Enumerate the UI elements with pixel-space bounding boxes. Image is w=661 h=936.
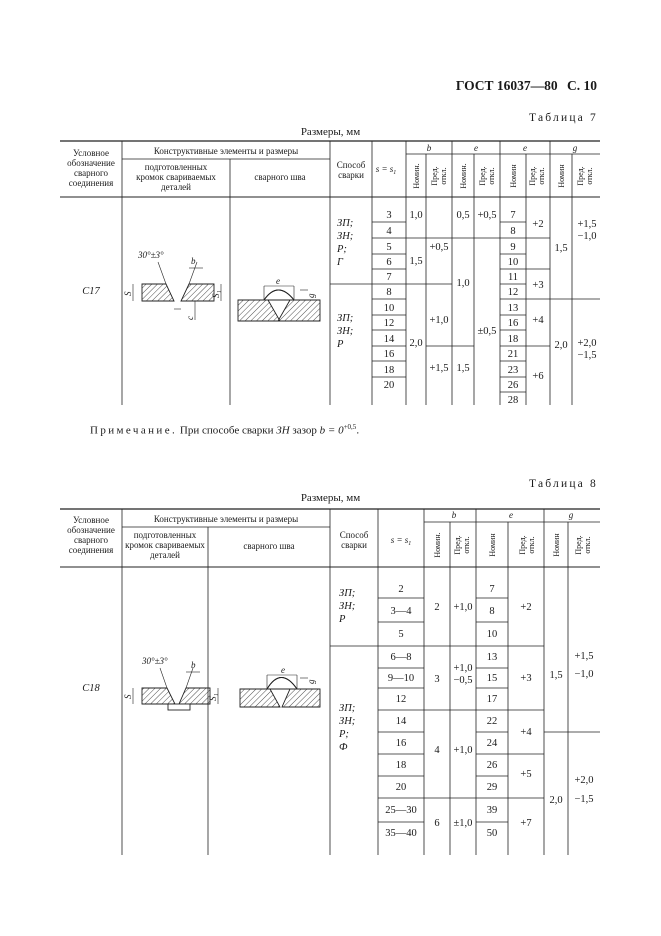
t7-e-tol: +0,5 (477, 210, 497, 221)
note-method: ЗН (276, 424, 290, 437)
t7-e2-nom: 9 (510, 242, 516, 253)
t8-g-label: g (306, 679, 316, 684)
t7-head-designation-4: соединения (68, 178, 114, 188)
t7-weld-sketch (238, 286, 320, 321)
t7-g-tol-plus: +2,0 (577, 338, 597, 349)
note-gap: зазор (292, 424, 317, 437)
t7-s-cell: 6 (386, 257, 392, 268)
t7-e-otkl-head: откл. (487, 167, 496, 185)
t8-b-tol: ±1,0 (453, 818, 473, 829)
note-sup: +0,5 (343, 423, 357, 431)
t8-b-tol-plus: +1,0 (453, 663, 473, 674)
t7-b-label: b (191, 256, 196, 266)
t7-head-g: g (572, 143, 578, 153)
t7-head-e2: e (523, 143, 527, 153)
t7-e2-nom: 12 (507, 287, 519, 298)
t7-g-tol-plus: +1,5 (577, 219, 597, 230)
t8-head-designation-3: сварного (74, 535, 108, 545)
t8-s-cell: 14 (395, 716, 407, 727)
t8-head-b: b (451, 510, 457, 520)
t7-e2-tol: +6 (532, 371, 544, 382)
t7-g-label: g (306, 293, 316, 298)
t8-e-nom: 29 (486, 782, 498, 793)
t8-b-tol: +1,0 (453, 745, 473, 756)
t8-head-g: g (568, 510, 574, 520)
t7-e-label: e (276, 276, 280, 286)
t8-e-nom: 50 (486, 828, 498, 839)
t8-e-nom: 22 (486, 716, 498, 727)
t8-s-cell: 16 (395, 738, 407, 749)
t7-head-edges-3: деталей (161, 182, 191, 192)
t8-head-edges-1: подготовленных (133, 530, 197, 540)
t8-s-cell: 12 (395, 694, 407, 705)
t8-edge-sketch (133, 668, 218, 710)
t7-head-weld: сварного шва (254, 172, 306, 182)
t8-s-label: S (123, 694, 133, 699)
t7-g-tol-minus: −1,0 (577, 231, 597, 242)
t8-head-edges-2: кромок свариваемых (125, 540, 205, 550)
t7-method-2c: Р (337, 339, 344, 350)
t7-g-otkl-head: откл. (585, 167, 594, 185)
t8-g-pred-head: Пред. (574, 535, 583, 555)
t8-g-tol-minus: −1,0 (574, 669, 594, 680)
t8-head-edges-3: деталей (150, 550, 180, 560)
t8-e-nom: 17 (486, 694, 498, 705)
t8-e-tol: +5 (520, 769, 532, 780)
t8-e-nom-head: Номин (488, 533, 497, 557)
t7-g-nom-head: Номин (557, 164, 566, 188)
t8-s-cell: 6—8 (390, 652, 412, 663)
t8-s-cell: 5 (398, 629, 404, 640)
t7-b-tol: +1,0 (429, 315, 449, 326)
t7-e2-tol: +2 (532, 219, 544, 230)
t7-s-cell: 20 (383, 380, 395, 391)
t7-e2-nom: 11 (507, 272, 519, 283)
t7-e2-pred-head: Пред. (528, 166, 537, 186)
t7-head-method-2: сварки (338, 170, 364, 180)
t8-s-cell: 18 (395, 760, 407, 771)
t8-method-2a: ЗП; (339, 703, 356, 714)
t7-s-cell: 10 (383, 303, 395, 314)
t8-b-tol-minus: −0,5 (453, 675, 473, 686)
note-end: . (356, 424, 360, 437)
t8-head-weld: сварного шва (243, 541, 295, 551)
t8-e-label: e (281, 665, 285, 675)
t8-b-otkl-head: откл. (462, 536, 471, 554)
t7-c-label: c (185, 316, 195, 320)
t8-s-cell: 35—40 (385, 828, 417, 839)
t8-method-2d: Ф (339, 742, 348, 753)
t8-method-2c: Р; (339, 729, 349, 740)
t7-head-edges-1: подготовленных (144, 162, 208, 172)
note-label: Примечание. (90, 424, 178, 437)
t8-e-pred-head: Пред. (518, 535, 527, 555)
t8-g-tol-minus: −1,5 (574, 794, 594, 805)
t8-head-designation-2: обозначение (67, 525, 115, 535)
standard-number: ГОСТ 16037—80 (455, 78, 558, 93)
t7-e2-nom: 23 (507, 365, 519, 376)
t8-b-label: b (191, 660, 196, 670)
t7-b-nom-head: Номин. (412, 163, 421, 189)
t7-g-tol-minus: −1,5 (577, 350, 597, 361)
t8-e-nom: 15 (486, 673, 498, 684)
t8-b-nom-head: Номин. (433, 532, 442, 558)
t8-e-nom: 13 (486, 652, 498, 663)
t8-g-nom-head: Номин (552, 533, 561, 557)
note-text: При способе сварки (179, 424, 274, 437)
t7-e2-nom-head: Номин (509, 164, 518, 188)
t7-head-designation-1: Условное (73, 148, 109, 158)
t8-e-tol: +3 (520, 673, 532, 684)
t7-e2-nom: 28 (507, 395, 519, 406)
t8-s-cell: 25—30 (385, 805, 417, 816)
t7-e-nom: 0,5 (456, 210, 470, 221)
t8-b-pred-head: Пред. (453, 535, 462, 555)
t7-s-cell: 7 (386, 272, 392, 283)
t7-head-method-1: Способ (336, 160, 366, 170)
t7-head-elements: Конструктивные элементы и размеры (153, 146, 299, 156)
t7-e-pred-head: Пред. (478, 166, 487, 186)
t8-e-tol: +4 (520, 727, 532, 738)
t7-s-label: S (123, 291, 133, 296)
t7-g-nom: 2,0 (554, 340, 568, 351)
table8-caption: Таблица 8 (529, 478, 598, 490)
t8-b-tol: +1,0 (453, 602, 473, 613)
t7-head-b: b (426, 143, 432, 153)
t7-b-tol: +1,5 (429, 363, 449, 374)
t7-e-nom: 1,0 (456, 278, 470, 289)
t7-e2-nom: 26 (507, 380, 519, 391)
note-formula: b = 0 (319, 424, 344, 437)
t8-method-1b: ЗН; (339, 601, 356, 612)
t7-edge-sketch (133, 262, 221, 320)
t8-s1-label: S₁ (208, 693, 218, 701)
table7-caption: Таблица 7 (529, 112, 598, 124)
t8-e-nom: 39 (486, 805, 498, 816)
t8-g-otkl-head: откл. (583, 536, 592, 554)
t7-method-1a: ЗП; (337, 218, 354, 229)
t7-b-otkl-head: откл. (439, 167, 448, 185)
t8-e-nom: 10 (486, 629, 498, 640)
t7-e2-tol: +3 (532, 280, 544, 291)
t8-designation: С18 (82, 683, 100, 694)
t8-b-nom: 3 (434, 674, 440, 685)
t7-e2-tol: +4 (532, 315, 544, 326)
t7-head-designation-2: обозначение (67, 158, 115, 168)
t7-e2-nom: 8 (510, 226, 516, 237)
table7-header (67, 143, 578, 192)
t8-g-tol-plus: +1,5 (574, 651, 594, 662)
t8-head-designation-1: Условное (73, 515, 109, 525)
t8-e-nom: 7 (489, 584, 495, 595)
t7-designation: С17 (82, 286, 100, 297)
t7-b-nom: 1,0 (409, 210, 423, 221)
t8-e-tol: +7 (520, 818, 532, 829)
t8-method-1c: Р (339, 614, 346, 625)
t7-s-cell: 12 (383, 318, 395, 329)
t7-method-1b: ЗН; (337, 231, 354, 242)
t7-e2-nom: 13 (507, 303, 519, 314)
t8-e-nom: 8 (489, 606, 495, 617)
t7-g-pred-head: Пред. (576, 166, 585, 186)
t8-s-cell: 2 (398, 584, 404, 595)
t8-b-nom: 6 (434, 818, 440, 829)
t8-s-cell: 3—4 (390, 606, 412, 617)
t8-s-cell: 9—10 (387, 673, 415, 684)
t7-e2-nom: 10 (507, 257, 519, 268)
t7-e2-nom: 21 (507, 349, 519, 360)
t8-head-elements: Конструктивные элементы и размеры (153, 514, 299, 524)
t7-method-1c: Р; (337, 244, 347, 255)
t7-head-designation-3: сварного (74, 168, 108, 178)
t8-head-method-2: сварки (341, 540, 367, 550)
t8-head-designation-4: соединения (68, 545, 114, 555)
t7-e2-nom: 7 (510, 210, 516, 221)
table8-body (82, 584, 593, 839)
t7-b-nom: 1,5 (409, 256, 423, 267)
t7-s-cell: 18 (383, 365, 395, 376)
t7-b-nom: 2,0 (409, 338, 423, 349)
t8-method-1a: ЗП; (339, 588, 356, 599)
t7-e2-nom: 18 (507, 334, 519, 345)
t7-e2-nom: 16 (507, 318, 519, 329)
t8-head-s: $s = s_1$ (390, 535, 412, 547)
t8-method-2b: ЗН; (339, 716, 356, 727)
t8-e-nom: 26 (486, 760, 498, 771)
t7-b-pred-head: Пред. (430, 166, 439, 186)
table8 (60, 509, 600, 855)
t7-angle-label: 30°±3° (138, 250, 164, 260)
t8-e-nom: 24 (486, 738, 498, 749)
t8-e-otkl-head: откл. (527, 536, 536, 554)
t7-s-cell: 3 (386, 210, 392, 221)
t7-method-2a: ЗП; (337, 313, 354, 324)
t8-head-method-1: Способ (339, 530, 369, 540)
t8-g-nom: 2,0 (549, 795, 563, 806)
t8-g-nom: 1,5 (549, 670, 563, 681)
t7-s-cell: 16 (383, 349, 395, 360)
table7-subtitle: Размеры, мм (300, 126, 361, 138)
t7-head-e: e (474, 143, 478, 153)
t8-b-nom: 2 (434, 602, 440, 613)
t7-head-s: $s = s_1$ (375, 164, 397, 176)
table7-vertical-headers (412, 163, 594, 188)
t7-head-edges-2: кромок свариваемых (136, 172, 216, 182)
t8-head-e: e (509, 510, 513, 520)
t8-angle-label: 30°±3° (142, 656, 168, 666)
t7-method-1d: Г (337, 257, 343, 268)
t8-g-tol-plus: +2,0 (574, 775, 594, 786)
t7-s-cell: 8 (386, 287, 392, 298)
t7-e-nom-head: Номин. (459, 163, 468, 189)
t7-g-nom: 1,5 (554, 243, 568, 254)
table8-header (67, 510, 574, 560)
t8-b-nom: 4 (434, 745, 440, 756)
t7-method-2b: ЗН; (337, 326, 354, 337)
t7-e-nom: 1,5 (456, 363, 470, 374)
t7-e2-otkl-head: откл. (537, 167, 546, 185)
t7-s-cell: 4 (386, 226, 392, 237)
t7-s-cell: 5 (386, 242, 392, 253)
t8-e-tol: +2 (520, 602, 532, 613)
t7-s1-label: S₁ (211, 290, 221, 298)
page-number: С. 10 (567, 78, 597, 93)
t7-b-tol: +0,5 (429, 242, 449, 253)
table8-subtitle: Размеры, мм (300, 492, 361, 504)
t8-s-cell: 20 (395, 782, 407, 793)
t7-s-cell: 14 (383, 334, 395, 345)
t7-e-tol: ±0,5 (477, 326, 497, 337)
